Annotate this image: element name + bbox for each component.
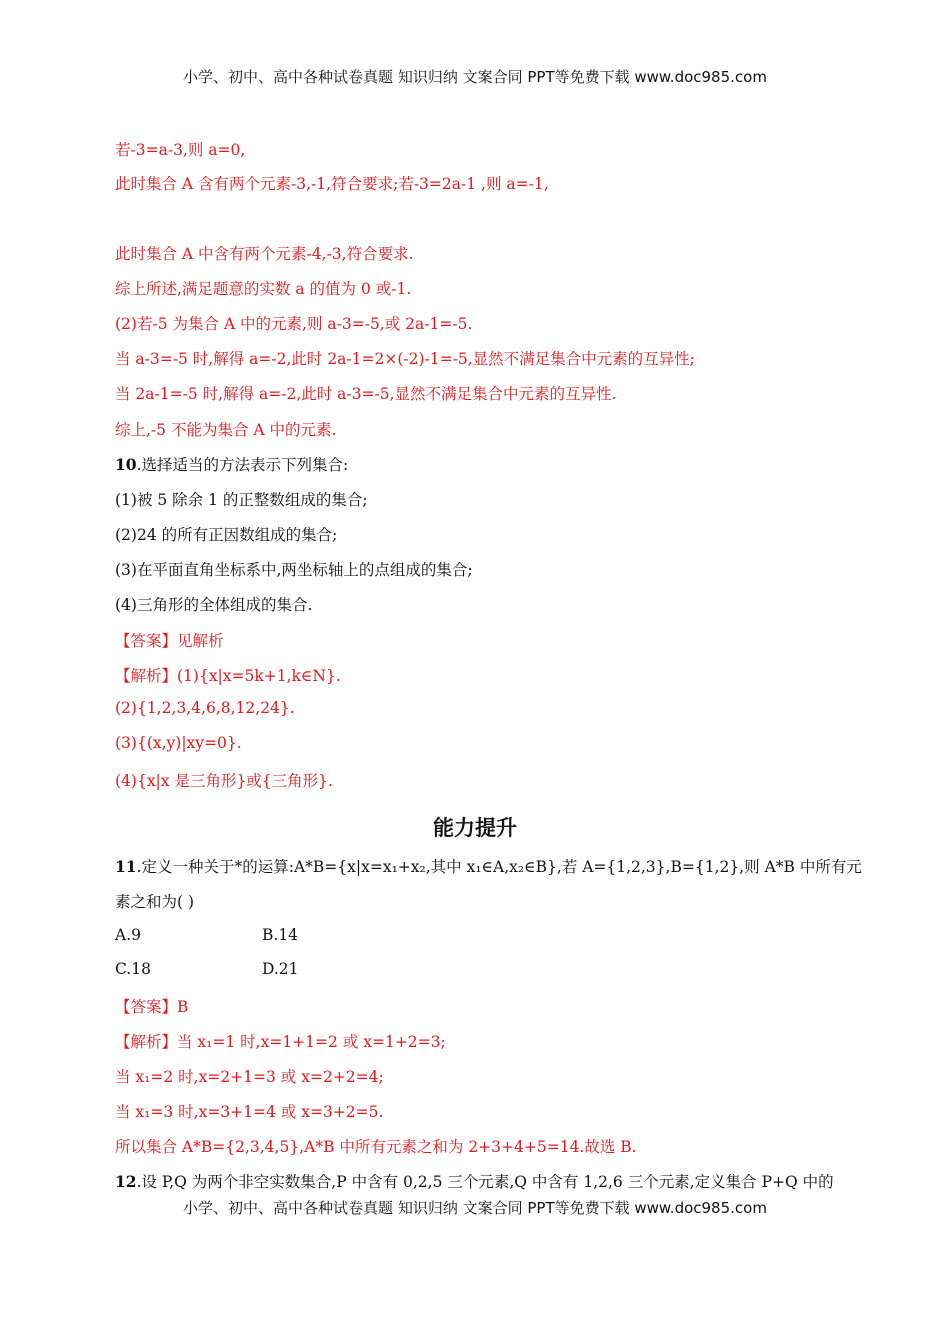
question-number: 11 (115, 857, 137, 876)
question-number: 10 (115, 455, 137, 474)
analysis-line: 当 x₁=2 时,x=2+1=3 或 x=2+2=4; (115, 1068, 384, 1086)
solution-line: 当 2a-1=-5 时,解得 a=-2,此时 a-3=-5,显然不满足集合中元素的互异性. (115, 385, 617, 403)
section-title: 能力提升 (433, 816, 517, 840)
analysis-line: 【解析】(1){x|x=5k+1,k∈N}. (115, 667, 341, 685)
question-part: (3)在平面直角坐标系中,两坐标轴上的点组成的集合; (115, 561, 473, 579)
option-a: A.9 (115, 926, 141, 944)
answer-line: 【答案】见解析 (115, 632, 224, 650)
solution-line: 综上,-5 不能为集合 A 中的元素. (115, 421, 337, 439)
analysis-line: (2){1,2,3,4,6,8,12,24}. (115, 699, 295, 717)
question-text-cont: 素之和为( ) (115, 893, 195, 911)
analysis-line: 当 x₁=3 时,x=3+1=4 或 x=3+2=5. (115, 1103, 384, 1121)
question-12-stem (115, 1170, 834, 1192)
analysis-line: 所以集合 A*B={2,3,4,5},A*B 中所有元素之和为 2+3+4+5=14.故选 B. (115, 1138, 637, 1156)
question-11-stem (115, 855, 862, 877)
question-part: (2)24 的所有正因数组成的集合; (115, 526, 338, 544)
question-part: (4)三角形的全体组成的集合. (115, 596, 313, 614)
solution-line: 当 a-3=-5 时,解得 a=-2,此时 2a-1=2×(-2)-1=-5,显然不满足集合中元素的互异性; (115, 350, 695, 368)
option-d: D.21 (262, 960, 299, 978)
question-number: 12 (115, 1172, 137, 1191)
option-c: C.18 (115, 960, 151, 978)
analysis-line: 【解析】当 x₁=1 时,x=1+1=2 或 x=1+2=3; (115, 1033, 446, 1051)
solution-line: 此时集合 A 中含有两个元素-4,-3,符合要求. (115, 245, 414, 263)
page-header: 小学、初中、高中各种试卷真题 知识归纳 文案合同 PPT等免费下载 www.doc985.com (183, 68, 767, 86)
answer-line: 【答案】B (115, 998, 189, 1016)
solution-line: 若-3=a-3,则 a=0, (115, 141, 246, 159)
question-10-stem (115, 453, 348, 475)
solution-line: 此时集合 A 含有两个元素-3,-1,符合要求;若-3=2a-1 ,则 a=-1, (115, 175, 549, 193)
analysis-line: (3){(x,y)|xy=0}. (115, 734, 242, 752)
option-b: B.14 (262, 926, 299, 944)
question-text: .定义一种关于*的运算:A*B={x|x=x₁+x₂,其中 x₁∈A,x₂∈B},若 A={1,2,3},B={1,2},则 A*B 中所有元 (136, 858, 862, 876)
question-text: .选择适当的方法表示下列集合: (136, 456, 349, 474)
question-part: (1)被 5 除余 1 的正整数组成的集合; (115, 491, 368, 509)
question-text: .设 P,Q 为两个非空实数集合,P 中含有 0,2,5 三个元素,Q 中含有 1,2,6 三个元素,定义集合 P+Q 中的 (136, 1173, 834, 1191)
solution-line: 综上所述,满足题意的实数 a 的值为 0 或-1. (115, 280, 412, 298)
solution-line: (2)若-5 为集合 A 中的元素,则 a-3=-5,或 2a-1=-5. (115, 315, 473, 333)
analysis-line: (4){x|x 是三角形}或{三角形}. (115, 772, 333, 790)
page-footer: 小学、初中、高中各种试卷真题 知识归纳 文案合同 PPT等免费下载 www.doc985.com (183, 1199, 767, 1217)
